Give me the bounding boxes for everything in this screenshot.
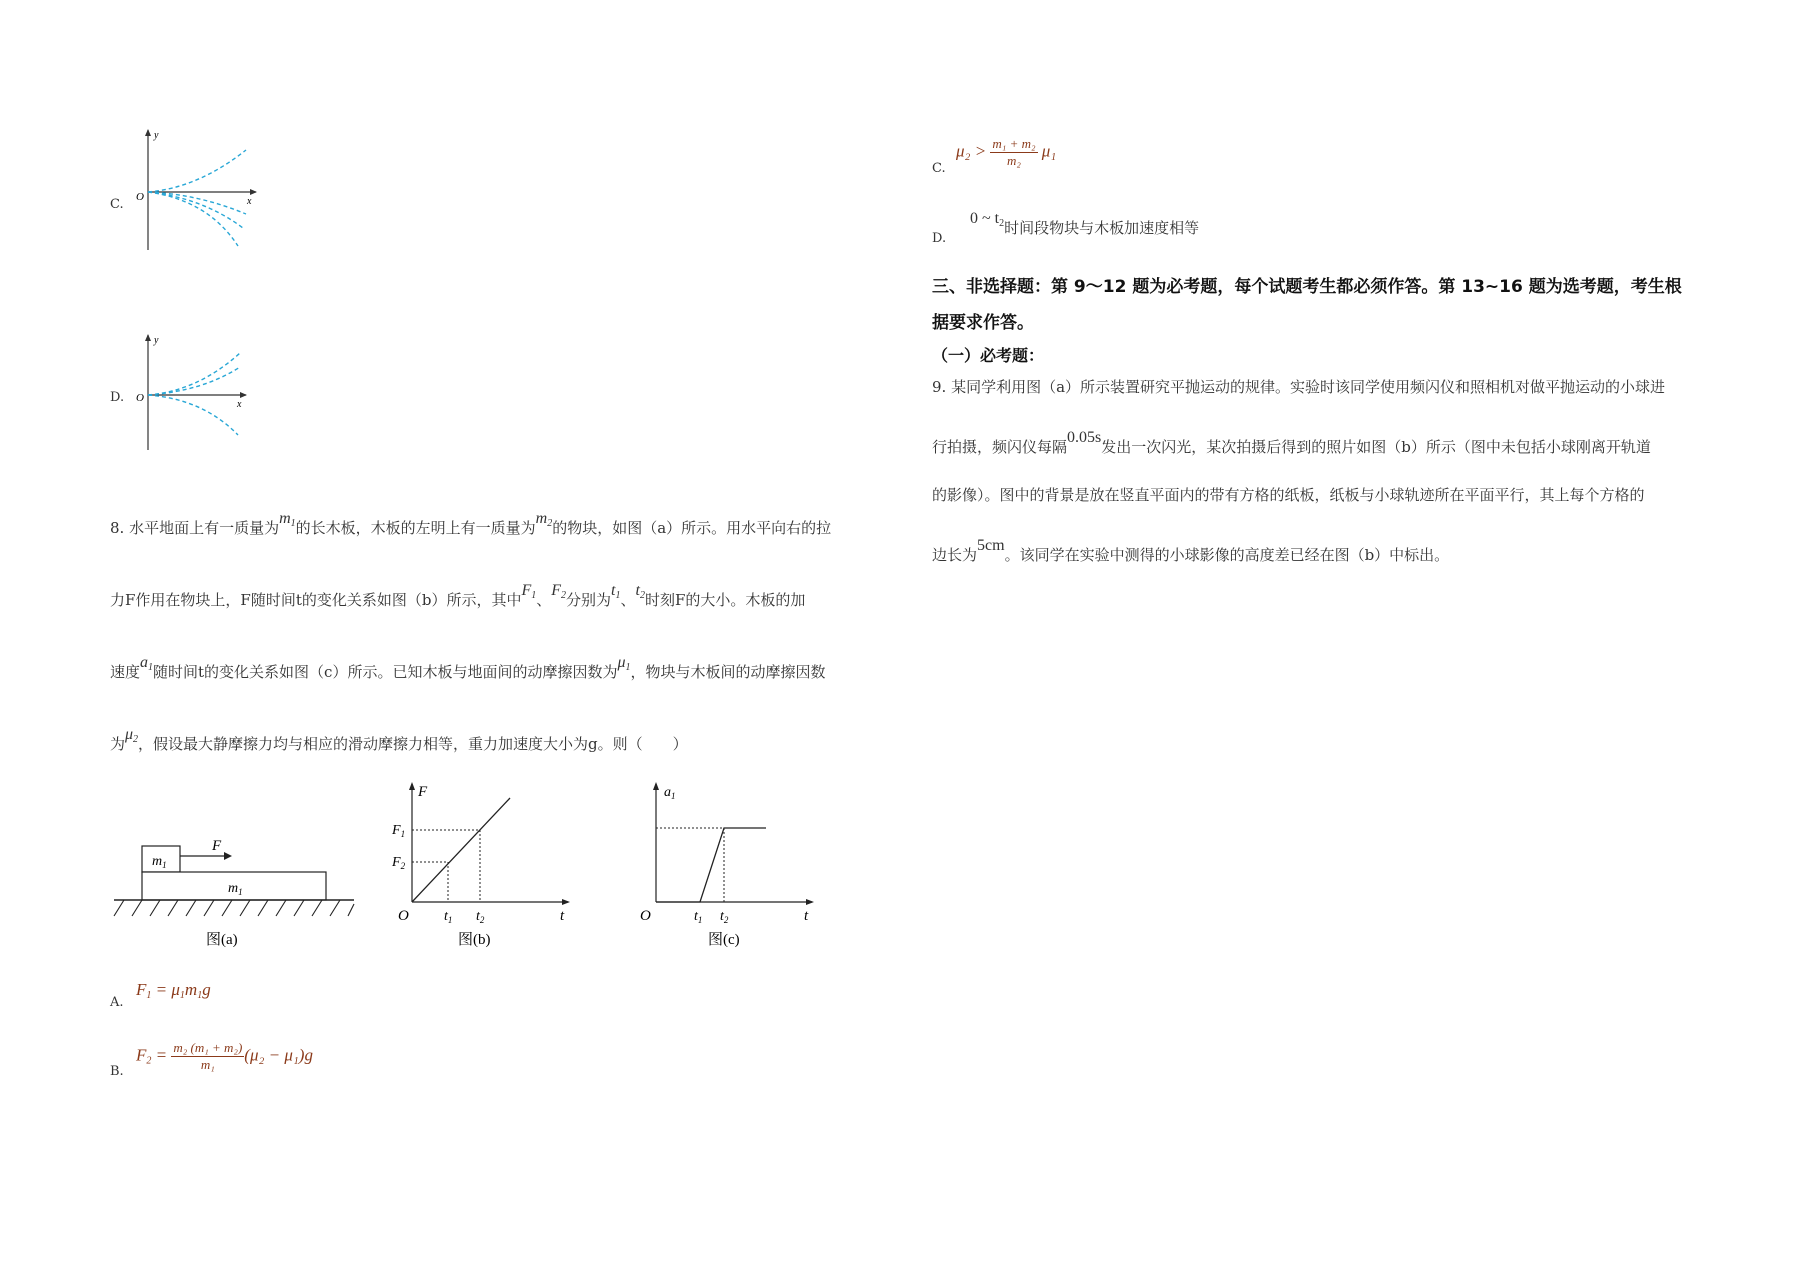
fig-c-t1-label: $t_1$ xyxy=(694,909,703,925)
option-a-formula: $F_1 = \mu_1m_1g$ xyxy=(136,980,211,1001)
q9-interval: 0.05s xyxy=(1067,429,1102,446)
graph-d-y-arrow xyxy=(145,334,151,341)
fig-c-caption: 图(c) xyxy=(708,932,740,948)
fig-b-f2-label: $F_2$ xyxy=(392,855,406,871)
fig-c-accel-line xyxy=(656,828,766,902)
graph-c-curve-3 xyxy=(148,192,243,228)
fig-b-x-label: t xyxy=(560,908,565,924)
graph-c xyxy=(128,128,258,253)
q8-m2: $m_2$ xyxy=(535,510,553,529)
fig-b-t2-label: $t_2$ xyxy=(476,909,485,925)
q9-line-2: 行拍摄，频闪仪每隔0.05s发出一次闪光，某次拍摄后得到的照片如图（b）所示（图中未包括小球刚离开轨道 xyxy=(932,429,1651,456)
q8-mu2: $\mu_2$ xyxy=(125,726,139,745)
q8-t2: $t_2$ xyxy=(635,582,645,601)
graph-c-x-arrow xyxy=(250,189,257,195)
q8-m1: $m_1$ xyxy=(279,510,296,529)
q8-line-4: 为$\mu_2$，假设最大静摩擦力均与相应的滑动摩擦力相等，重力加速度大小为g。则（ ） xyxy=(110,726,688,753)
option-d-label-left: D. xyxy=(110,390,125,405)
fig-a-plank-label: $m_1$ xyxy=(228,881,243,897)
section-heading-line-1: 三、非选择题：第 9～12 题为必考题，每个试题考生都必须作答。第 13~16 题为选考题，考生根 xyxy=(932,277,1682,297)
fig-b-caption: 图(b) xyxy=(458,932,491,948)
fig-a-caption: 图(a) xyxy=(206,932,238,948)
section-heading-line-2: 据要求作答。 xyxy=(932,313,1034,333)
option-b-label: B. xyxy=(110,1064,124,1079)
graph-c-y-label: y xyxy=(154,130,159,141)
option-a-label: A. xyxy=(110,995,124,1010)
option-c-label-left: C. xyxy=(110,197,124,212)
figure-b xyxy=(388,780,578,960)
option-b-formula: $F_2$ = $\frac{\text{m₂ (m₁ + m₂)}}{\text{m₁}}$ (μ₂ − μ₁)g xyxy=(136,1040,313,1072)
figure-c xyxy=(632,780,822,960)
option-d-label: D. xyxy=(932,231,947,246)
fig-a-block-label: $m_1$ xyxy=(152,854,167,870)
q8-line-1: 8. 水平地面上有一质量为$m_1$的长木板，木板的左明上有一质量为$m_2$的物块，如图（a）所示。用水平向右的拉 xyxy=(110,510,832,537)
q8-a1: $a_1$ xyxy=(140,654,154,673)
graph-d xyxy=(128,333,258,453)
q9-side-length: 5cm xyxy=(977,537,1005,554)
subsection-heading: （一）必考题： xyxy=(932,346,1045,365)
option-d-range: 0 ~ $t_2$ xyxy=(970,210,1005,229)
fig-c-t2-label: $t_2$ xyxy=(720,909,729,925)
option-b-fraction: $\frac{\text{m₂ (m₁ + m₂)}}{\text{m₁}}$ xyxy=(173,1040,243,1072)
graph-c-x-label: x xyxy=(247,196,252,207)
fig-b-y-label: F xyxy=(418,784,428,800)
option-d-text: 0 ~ $t_2$时间段物块与木板加速度相等 xyxy=(970,210,1200,237)
figure-a xyxy=(110,830,360,960)
option-c-formula: μ₂ > $\frac{\text{m₁ + m₂}}{\text{m₂}}$ μ₁ xyxy=(956,136,1057,168)
graph-d-x-label: x xyxy=(237,399,242,410)
q9-line-4: 边长为5cm。该同学在实验中测得的小球影像的高度差已经在图（b）中标出。 xyxy=(932,537,1450,564)
graph-d-x-arrow xyxy=(240,392,247,398)
q8-mu1: $\mu_1$ xyxy=(617,654,631,673)
fig-a-force-label: F xyxy=(212,838,222,854)
graph-d-origin: O xyxy=(136,392,144,404)
fig-b-t1-label: $t_1$ xyxy=(444,909,453,925)
fig-a-hatching xyxy=(114,900,354,916)
graph-d-y-label: y xyxy=(154,335,159,346)
graph-d-curve-2 xyxy=(148,367,240,395)
fig-c-origin: O xyxy=(640,908,651,924)
q9-line-1: 9. 某同学利用图（a）所示装置研究平抛运动的规律。实验时该同学使用频闪仪和照相机对做平抛运动的小球进 xyxy=(932,378,1666,396)
graph-c-y-arrow xyxy=(145,129,151,136)
graph-c-curve-4 xyxy=(148,192,238,246)
fig-b-f1-label: $F_1$ xyxy=(392,823,406,839)
graph-c-origin: O xyxy=(136,191,144,203)
fig-c-y-label: $a_1$ xyxy=(664,785,676,801)
q9-line-3: 的影像）。图中的背景是放在竖直平面内的带有方格的纸板，纸板与小球轨迹所在平面平行，其上每个方格的 xyxy=(932,486,1645,504)
fig-b-origin: O xyxy=(398,908,409,924)
q8-line-3: 速度$a_1$随时间t的变化关系如图（c）所示。已知木板与地面间的动摩擦因数为$\mu_1$，物块与木板间的动摩擦因数 xyxy=(110,654,826,681)
q8-t1: $t_1$ xyxy=(611,582,621,601)
graph-d-curve-1 xyxy=(148,353,240,395)
option-c-label: C. xyxy=(932,161,946,176)
fig-c-x-label: t xyxy=(804,908,809,924)
fig-a-force-arrowhead xyxy=(224,852,232,860)
q8-f1: $F_1$ xyxy=(521,582,537,601)
fig-b-force-line xyxy=(412,798,510,902)
q8-f2: $F_2$ xyxy=(551,582,567,601)
graph-c-curve-1 xyxy=(148,150,246,192)
option-c-fraction: $\frac{\text{m₁ + m₂}}{\text{m₂}}$ xyxy=(992,136,1036,168)
graph-d-curve-3 xyxy=(148,395,238,435)
q8-line-2: 力F作用在物块上，F随时间t的变化关系如图（b）所示，其中$F_1$、$F_2$分别为$t_1$、$t_2$时刻F的大小。木板的加 xyxy=(110,582,806,609)
